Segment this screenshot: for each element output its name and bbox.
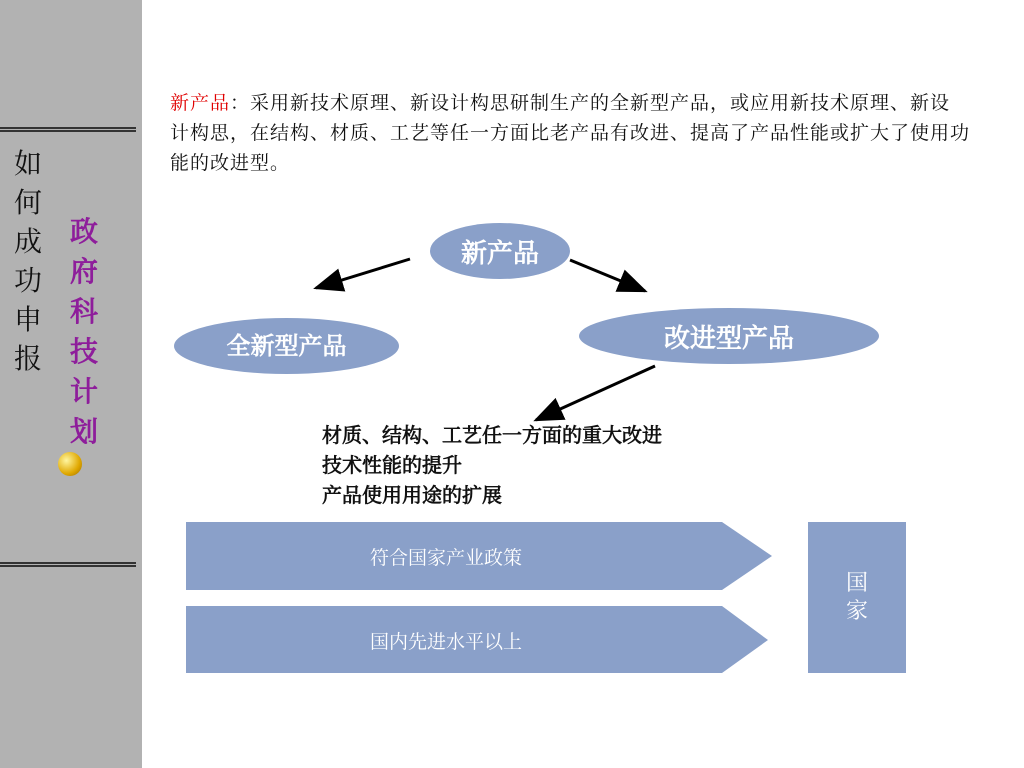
chevron-policy-label: 符合国家产业政策 bbox=[369, 547, 522, 569]
title-char: 功 bbox=[13, 264, 42, 297]
arrow-to-bullets bbox=[536, 366, 655, 420]
node-all-new bbox=[174, 318, 399, 374]
node-new-product bbox=[430, 223, 570, 279]
title-char: 报 bbox=[13, 342, 42, 375]
chevron-level-label: 国内先进水平以上 bbox=[369, 631, 522, 653]
box-label: 国家 bbox=[845, 570, 868, 624]
title-char: 申 bbox=[13, 303, 42, 336]
intro-term: 新产品 bbox=[170, 92, 231, 114]
subtitle-char: 技 bbox=[69, 335, 98, 368]
subtitle-char: 府 bbox=[69, 255, 98, 288]
node-improved bbox=[579, 308, 879, 364]
subtitle-char: 政 bbox=[69, 215, 98, 248]
node-label: 新产品 bbox=[460, 238, 539, 269]
node-label: 改进型产品 bbox=[663, 323, 794, 354]
subtitle-char: 科 bbox=[69, 295, 98, 328]
node-label: 全新型产品 bbox=[226, 332, 347, 360]
arrow-to-right bbox=[570, 260, 645, 291]
list-item: 技术性能的提升 bbox=[322, 453, 462, 477]
intro-text: ：采用新技术原理、新设计构思研制生产的全新型产品，或应用新技术原理、新设计构思，在结构、材质、工艺等任一方面比老产品有改进、提高了产品性能或扩大了使用功能的改进型。 bbox=[170, 92, 971, 174]
title-char: 如 bbox=[13, 147, 42, 180]
subtitle-char: 计 bbox=[69, 375, 98, 408]
country-box bbox=[808, 522, 906, 673]
subtitle-char: 划 bbox=[69, 415, 98, 448]
title-char: 成 bbox=[13, 225, 42, 258]
list-item: 产品使用用途的扩展 bbox=[322, 483, 502, 507]
arrow-to-left bbox=[316, 259, 410, 288]
list-item: 材质、结构、工艺任一方面的重大改进 bbox=[322, 423, 662, 447]
title-char: 何 bbox=[13, 186, 42, 219]
improvement-list bbox=[322, 420, 662, 510]
